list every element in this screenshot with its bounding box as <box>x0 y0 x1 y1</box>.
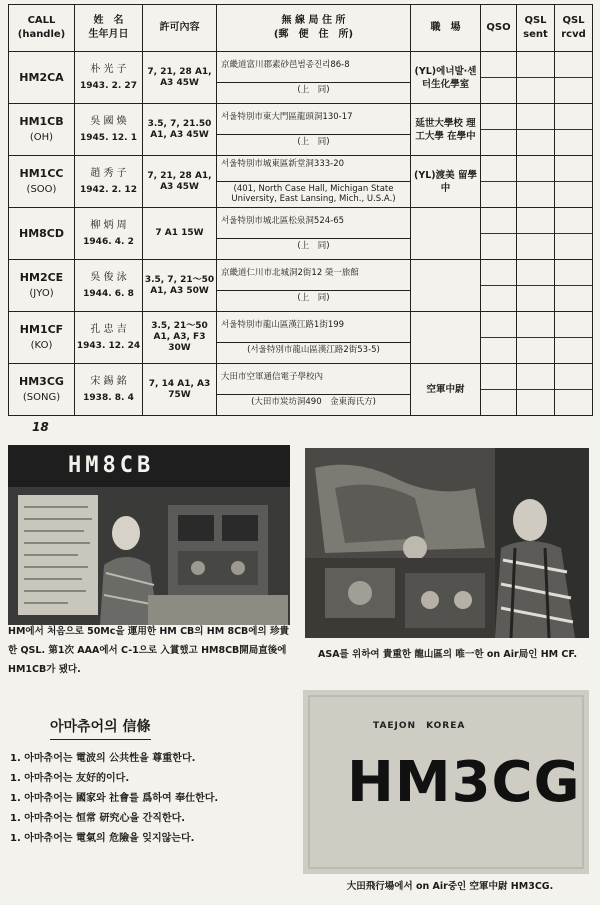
table-row <box>9 156 593 208</box>
table-row <box>9 52 593 104</box>
header-address: 無 線 局 住 所 (郵 便 住 所) <box>217 5 411 52</box>
birth-date: 1944. 6. 8 <box>83 288 134 299</box>
permit-info: 3.5, 7, 21～50 A1, A3 50W <box>143 260 217 312</box>
postal-address: (上 同) <box>297 85 330 95</box>
list-item: 1. 아마츄어는 國家와 社會를 爲하여 奉仕한다. <box>10 793 219 804</box>
hm3cg-card-photo <box>303 690 589 874</box>
call-sign: HM1CB <box>19 114 64 128</box>
station-address: 서울特別市城東區新堂洞333-20 <box>217 157 410 182</box>
postal-address: (서울特別市龍山區漢江路2街53-5) <box>247 345 380 355</box>
qso-cell <box>481 52 517 104</box>
call-sign: HM2CA <box>19 70 64 84</box>
call-sign: HM1CC <box>19 166 64 180</box>
qsl-rcvd-cell <box>555 156 593 208</box>
handle: (SONG) <box>22 391 61 403</box>
station-address: 京畿道仁川市北城洞2街12 榮一旅館 <box>217 266 410 291</box>
birth-date: 1938. 8. 4 <box>83 392 134 403</box>
workplace: 延世大學校 理工大學 在學中 <box>411 104 481 156</box>
permit-info: 7, 21, 28 A1, A3 45W <box>143 52 217 104</box>
header-name: 姓 名 生年月日 <box>75 5 143 52</box>
qsl-rcvd-cell <box>555 104 593 156</box>
call-sign: HM1CF <box>19 322 64 336</box>
list-item: 1. 아마츄어는 恒常 研究心을 간직한다. <box>10 813 186 824</box>
qsl-rcvd-cell <box>555 364 593 416</box>
qsl-sent-cell <box>517 156 555 208</box>
birth-date: 1946. 4. 2 <box>83 236 134 247</box>
operator-name: 孔 忠 吉 <box>90 323 127 335</box>
operator-name: 吳 俊 泳 <box>90 271 127 283</box>
workplace: (YL)에너발·센터生化學室 <box>411 52 481 104</box>
header-row <box>9 5 593 52</box>
station-address: 서울特別市龍山區漢江路1街199 <box>217 318 410 343</box>
postal-address: (大田市炭坊洞490 金東海氏方) <box>251 397 376 407</box>
header-call: CALL (handle) <box>9 5 75 52</box>
header-work: 職 場 <box>411 5 481 52</box>
operator-name: 宋 錫 銘 <box>90 375 127 387</box>
postal-address: (401, North Case Hall, Michigan State University, East Lansing, Mich., U.S.A.) <box>231 184 396 204</box>
station-table <box>8 4 593 416</box>
permit-info: 3.5, 7, 21.50 A1, A3 45W <box>143 104 217 156</box>
qsl-sent-cell <box>517 104 555 156</box>
table-row <box>9 312 593 364</box>
station-address: 서울特別市城北區松泉洞524-65 <box>217 214 410 239</box>
table-row <box>9 104 593 156</box>
qsl-sent-cell <box>517 52 555 104</box>
header-qsl-sent: QSL sent <box>517 5 555 52</box>
operator-name: 柳 炳 周 <box>90 219 127 231</box>
qsl-rcvd-cell <box>555 52 593 104</box>
permit-info: 7, 21, 28 A1, A3 45W <box>143 156 217 208</box>
hm3cg-sign: HM3CG <box>347 750 581 815</box>
birth-date: 1943. 12. 24 <box>76 340 141 351</box>
call-sign: HM3CG <box>19 374 64 388</box>
permit-info: 3.5, 21～50 A1, A3, F3 30W <box>143 312 217 364</box>
qsl-sent-cell <box>517 208 555 260</box>
qsl-sent-cell <box>517 364 555 416</box>
qso-cell <box>481 156 517 208</box>
page-number: 18 <box>32 420 49 434</box>
qsl-sent-cell <box>517 312 555 364</box>
handle: (KO) <box>30 339 53 351</box>
birth-date: 1943. 2. 27 <box>80 80 137 91</box>
station-address: 서울特別市東大門區龍頭洞130-17 <box>217 110 410 135</box>
call-sign: HM2CE <box>19 270 64 284</box>
permit-info: 7, 14 A1, A3 75W <box>143 364 217 416</box>
hm3cg-caption: 大田飛行場에서 on Air중인 空軍中尉 HM3CG. <box>346 881 554 892</box>
call-sign: HM8CD <box>18 226 64 240</box>
table-row <box>9 208 593 260</box>
taejon-label: TAEJON KOREA <box>373 721 466 731</box>
workplace <box>411 312 481 364</box>
station-address: 京畿道富川郡素砂邑범종진리86-8 <box>217 58 410 83</box>
list-item: 1. 아마츄어는 友好的이다. <box>10 773 130 784</box>
qso-cell <box>481 312 517 364</box>
operator-name: 趙 秀 子 <box>90 167 127 179</box>
qsl-rcvd-cell <box>555 260 593 312</box>
table-row <box>9 364 593 416</box>
header-qso: QSO <box>481 5 517 52</box>
qso-cell <box>481 208 517 260</box>
workplace: 空軍中尉 <box>411 364 481 416</box>
postal-address: (上 同) <box>297 241 330 251</box>
header-permit: 許可內容 <box>143 5 217 52</box>
hm1cf-caption: ASA를 위하여 貴重한 龍山區의 唯一한 on Air局인 HM CF. <box>318 649 578 660</box>
handle: (SOO) <box>26 183 57 195</box>
postal-address: (上 同) <box>297 293 330 303</box>
credo-list <box>10 749 218 849</box>
workplace: (YL)渡美 留學中 <box>411 156 481 208</box>
station-photo-art <box>305 448 589 638</box>
handle: (JYO) <box>29 287 54 299</box>
birth-date: 1942. 2. 12 <box>80 184 137 195</box>
qso-cell <box>481 104 517 156</box>
hm1cf-station-photo <box>305 448 589 638</box>
list-item: 1. 아마츄어는 電波의 公共性을 尊重한다. <box>10 753 196 764</box>
qsl-sent-cell <box>517 260 555 312</box>
workplace <box>411 260 481 312</box>
operator-name: 吳 國 煥 <box>90 115 127 127</box>
credo-title: 아마츄어의 信條 <box>50 716 151 740</box>
hm8cb-sign: HM8CB <box>68 453 155 478</box>
qsl-rcvd-cell <box>555 312 593 364</box>
qso-cell <box>481 260 517 312</box>
operator-name: 朴 光 子 <box>90 63 127 75</box>
workplace <box>411 208 481 260</box>
postal-address: (上 同) <box>297 137 330 147</box>
list-item: 1. 아마츄어는 電氣의 危險을 잊지않는다. <box>10 833 195 844</box>
qsl-card-photo <box>8 445 290 625</box>
birth-date: 1945. 12. 1 <box>80 132 137 143</box>
permit-info: 7 A1 15W <box>143 208 217 260</box>
qsl-caption: HM에서 처음으로 50Mc을 運用한 HM CB의 HM 8CB에의 珍貴한 QSL. 第1次 AAA에서 C-1으로 入賞했고 HM8CB開局直後에 HM1CB가 됐다. <box>8 626 289 675</box>
header-qsl-rcvd: QSL rcvd <box>555 5 593 52</box>
handle: (OH) <box>29 131 54 143</box>
qso-cell <box>481 364 517 416</box>
station-address: 大田市空軍通信電子學校內 <box>217 370 410 395</box>
table-row <box>9 260 593 312</box>
qsl-rcvd-cell <box>555 208 593 260</box>
